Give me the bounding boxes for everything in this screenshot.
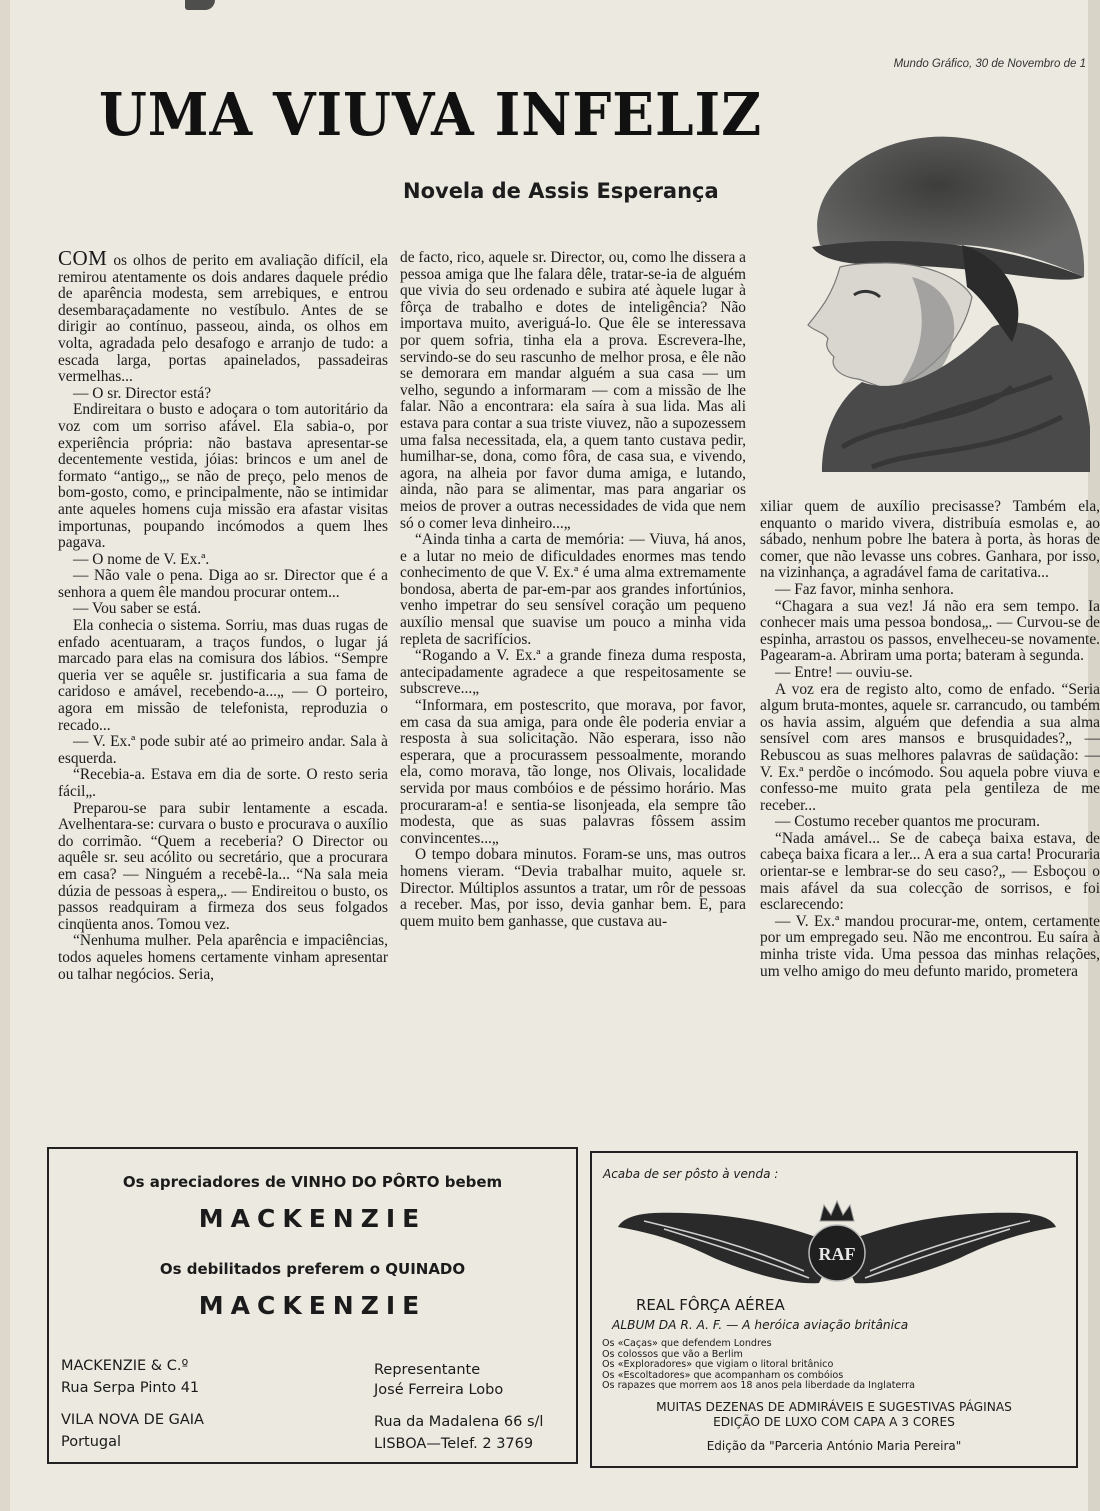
company-country: Portugal [61,1434,122,1450]
rep-name: José Ferreira Lobo [374,1382,504,1398]
list-item: Os rapazes que morrem aos 18 anos pela liberdade da Inglaterra [602,1380,915,1392]
sale-intro: Acaba de ser pôsto à venda : [603,1167,779,1181]
company-city: VILA NOVA DE GAIA [61,1412,204,1428]
album-subtitle: ALBUM DA R. A. F. — A heróica aviação britânica [612,1318,909,1332]
album-title: REAL FÔRÇA AÉREA [636,1296,785,1314]
raf-wings-emblem [614,1183,1060,1295]
rep-label: Representante [374,1362,481,1378]
publisher-line: Edição da "Parceria António Maria Pereira" [706,1439,962,1453]
paragraph: “Informara, em postescrito, que morava, por favor, em casa da sua amiga, para onde êle poderia enviar a resposta à sua solicitação. Não esperara, isso não esperara, que a procurassem pessoalmente, morando ela, como morava, tão longe, nos Olivais, localidade servida por maus combóios e de péssimo horário. Mas procuraram-a! e sentia-se lisonjeada, ela sempre tão modesta, que as suas palavras fôssem assim convincentes...„ [400,697,746,847]
running-head: Mundo Gráfico, 30 de Novembro de 1 [893,58,1086,70]
paragraph: “Chagara a sua vez! Já não era sem tempo. Ia conhecer mais uma pessoa bondosa„. — Curvou-se de espinha, arrastou os passos, envelheceu-se novamente. Pagearam-a. Abriram uma porta; bateram à segunda. [760,597,1100,665]
paragraph: Ela conhecia o sistema. Sorriu, mas duas rugas de enfado acentuaram, a traços fundos, o lugar já marcado para elas na comisura dos lábios. “Sempre queria ver se aquêle sr. justificaria a sua fama de caridoso e amável, recebendo-a...„ — O porteiro, agora em missão de telefonista, reproduzia o recado... [58,617,388,734]
paragraph: “Rogando a V. Ex.ª a grande fineza duma resposta, antecipadamente agradece a que respeitosamente se subscreve...„ [400,647,746,698]
album-highlight: MUITAS DEZENAS DE ADMIRÁVEIS E SUGESTIVAS PÁGINAS [656,1400,1012,1414]
paragraph: — Entre! — ouviu-se. [775,663,913,681]
paragraph: — Não vale o pena. Diga ao sr. Director que é a senhora a quem êle mandou procurar ontem... [58,567,388,601]
article-column-3 [760,499,1100,980]
list-item: Os colossos que vão a Berlim [602,1348,743,1360]
paragraph: de facto, rico, aquele sr. Director, ou, como lhe dissera a pessoa amiga que lhe falara dêle, tratar-se-ia de alguém que vivia do seu ordenado e subira até àquele lugar à fôrça de trabalho e dotes de inteligência? Não importava muito, averiguá-lo. Que êle se interessava por quem sofria, tinha ela a prova. Escrevera-lhe, servindo-se do seu rascunho de melhor prosa, e êle não se demorara em mandar alguém a sua casa — um velho, segundo a informaram — com a missão de lhe falar. Não a encontrara: ela saíra à sua lida. Mas ali estava para contar a sua triste viuvez, não a supozessem uma falsa necessitada, ela, a quem tanto custava pedir, humilhar-se, dona, como fôra, de casa sua, e vivendo, agora, na alheia por favor duma amiga, e lutando, ainda, não para se alimentar, mas para angariar os meios de prover a outras necessidades de vida que nem só o comer leva dinheiro...„ [400,249,746,532]
paragraph: — O nome de V. Ex.ª. [73,550,210,568]
paragraph: — V. Ex.ª mandou procurar-me, ontem, certamente por um empregado seu. Não me encontrou. Eu saíra à minha triste vida. Uma pessoa das minhas relações, um velho amigo do meu defunto marido, prometera [760,912,1100,980]
brand-name: MACKENZIE [198,1291,427,1320]
drop-cap: COM [58,246,108,270]
list-item: Os «Exploradores» que vigiam o litoral britânico [602,1359,834,1371]
company-name: MACKENZIE & C.º [61,1358,189,1374]
mackenzie-advertisement [47,1147,578,1464]
article-column-2 [400,250,746,930]
paragraph: — Faz favor, minha senhora. [775,580,954,598]
portrait-illustration [762,127,1092,472]
paragraph: A voz era de registo alto, como de enfado. “Seria algum bruta-montes, aquele sr. carrancudo, ou também os havia assim, alguém que defendia a sua alma sensível com ares mansos e brusquidades?„ — Rebuscou as suas melhores palavras de saüdação: — V. Ex.ª perdõe o incómodo. Sou aquela pobre viuva e confesso-me muito grata pela gentileza de me receber... [760,680,1100,814]
ink-smudge [185,0,215,10]
paragraph-rest: os olhos de perito em avaliação difícil, ela remirou atentamente os dois andares daquele prédio de aparência modesta, sem arrebiques, e entrou desembaraçadamente no vestíbulo. Antes de se dirigir ao contínuo, passeou, ainda, os olhos em volta, agradada pelo desafogo e arranjo de tudo: a escada larga, portas apainelados, passadeiras vermelhas... [58,252,388,386]
paragraph: “Nada amável... Se de cabeça baixa estava, de cabeça baixa ficara a ler... A era a sua carta! Procuraria orientar-se e lembrar-se do seu caso?„ — Esboçou o mais afável da sua colecção de sorrisos, e foi esclarecendo: [760,829,1100,914]
paragraph: xiliar quem de auxílio precisasse? Também ela, enquanto o marido vivera, distribuía esmolas e, ao sábado, nenhum pobre lhe batera à porta, às horas de comer, que não levasse uns cobres. Ganhara, por isso, na vizinhança, a agradável fama de caritativa... [760,498,1100,582]
paragraph: “Nenhuma mulher. Pela aparência e impaciências, todos aqueles homens certamente vinham apresentar ou talhar negócios. Seria, [58,932,388,983]
list-item: Os «Caças» que defendem Londres [602,1338,772,1349]
badge-letters: RAF [818,1244,856,1264]
ad-headline: Os debilitados preferem o QUINADO [159,1260,466,1278]
paragraph [58,246,388,386]
article-column-1 [58,246,388,983]
album-contents-list [602,1339,915,1392]
album-highlight: EDIÇÃO DE LUXO COM CAPA A 3 CORES [713,1415,955,1429]
company-street: Rua Serpa Pinto 41 [61,1380,200,1396]
raf-album-advertisement [590,1151,1078,1468]
paragraph: Preparou-se para subir lentamente a escada. Avelhentara-se: curvara o busto e procurava o auxílio do corrimão. “Quem a receberia? O Director ou aquêle sr. seu acólito ou secretário, que a procurara em casa? — Ninguém a recebê-la... “Na sala meia dúzia de pessoas à espera„. — Endireitou o busto, os passos readquiram a firmeza dos seus folgados cinqüenta anos. Tomou vez. [58,799,388,933]
rep-city: LISBOA—Telef. 2 3769 [374,1436,534,1452]
article-subtitle: Novela de Assis Esperança [403,179,719,203]
paragraph: — V. Ex.ª pode subir até ao primeiro andar. Sala à esquerda. [58,733,388,767]
paragraph: “Ainda tinha a carta de memória: — Viuva, há anos, e a lutar no meio de dificuldades enormes mas tendo conhecimento de que V. Ex.ª é uma alma extremamente bondosa, aberta de par-em-par aos grandes infortúnios, venho impetrar do seu sensível coração um pequeno auxílio mensal que suavise um pouco a minha vida repleta de sacrifícios. [400,531,746,648]
paragraph: — O sr. Director está? [73,384,212,402]
page-edge-left [0,0,10,1511]
brand-name: MACKENZIE [198,1204,427,1233]
list-item: Os «Escoltadores» que acompanham os combóios [602,1369,844,1381]
paragraph: “Recebia-a. Estava em dia de sorte. O resto seria fácil„. [58,766,388,800]
article-title: UMA VIUVA INFELIZ [99,80,763,149]
paragraph: — Costumo receber quantos me procuram. [775,813,1040,831]
paragraph: O tempo dobara minutos. Foram-se uns, mas outros homens vieram. “Devia trabalhar muito, aquele sr. Director. Múltiplos assuntos a tratar, um rôr de pessoas a receber. Mas, por isso, devia ganhar bem. E, para quem muito bem ganhasse, que custava au- [400,846,746,930]
paragraph: — Vou saber se está. [73,600,202,618]
paragraph: Endireitara o busto e adoçara o tom autoritário da voz com um sorriso afável. Ela sabia-o, por experiência própria: não bastava apresentar-se decentemente vestida, jóias: brincos e um anel de formato “antigo„, se não de preço, pelo menos de bom-gosto, como, e principalmente, não se intimidar ante aqueles homens cuja missão era afastar visitas importunas, poupando incómodos a quem lhes pagava. [58,401,388,552]
rep-street: Rua da Madalena 66 s/l [374,1414,544,1430]
crown-shape [820,1201,854,1221]
ad-headline: Os apreciadores de VINHO DO PÔRTO bebem [122,1173,503,1191]
